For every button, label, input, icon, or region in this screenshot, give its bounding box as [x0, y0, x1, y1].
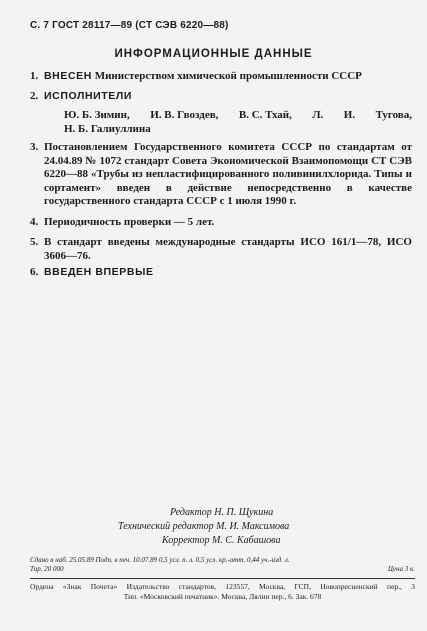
item-lead: ВВЕДЕН ВПЕРВЫЕ [44, 266, 154, 278]
authors-list [64, 109, 412, 136]
item-number: 3. [30, 141, 39, 153]
author-name: Ю. Б. Зимин, [64, 109, 130, 121]
info-item-2 [30, 90, 412, 104]
author-name: В. С. Тхай, [238, 109, 292, 121]
author-name: Н. Б. Галиуллина [64, 122, 151, 135]
publisher-line: Ордена «Знак Почета» Издательство стандартов, 123557, Москва, ГСП, Новопресненский пер., 3 [30, 582, 415, 591]
publisher-footer [30, 582, 415, 602]
print-run: Тир. 20 000 [30, 565, 64, 573]
item-text: Постановлением Государственного комитета СССР по стандартам от 24.04.89 № 1072 стандарт Совета Экономической Взаимопомощи СТ СЭВ 6220—88 «Трубы из непластифицированного поливинилхлорида. Типы и сортамент» введен в действие непосредственно в качестве государственного стандарта СССР с 1 июля 1990 г. [44, 141, 412, 207]
item-number: 6. [30, 266, 39, 278]
print-info [30, 556, 415, 574]
print-info-line1: Сдано в наб. 25.05.89 Подп. в печ. 10.07.89 0,5 усл. п. л. 0,5 усл. кр.-отт. 0,44 уч.-изд. л. [30, 556, 290, 564]
item-lead: ВНЕСЕН [44, 70, 92, 82]
corrector-credit [162, 534, 280, 548]
info-item-4 [30, 216, 412, 230]
tech-editor-credit [118, 520, 289, 534]
author-name: И. В. Гвоздев, [150, 109, 219, 121]
author-name: Тугова, [375, 109, 412, 121]
info-item-6 [30, 266, 412, 280]
item-number: 1. [30, 70, 39, 82]
price: Цена 3 к. [387, 565, 415, 573]
section-title: ИНФОРМАЦИОННЫЕ ДАННЫЕ [114, 48, 313, 60]
divider-line [30, 578, 415, 579]
item-number: 4. [30, 216, 39, 228]
author-name: Л. [312, 109, 324, 121]
item-lead: ИСПОЛНИТЕЛИ [44, 90, 133, 102]
author-name: И. [343, 109, 356, 121]
item-text: Министерством химической промышленности СССР [91, 70, 362, 82]
item-number: 5. [30, 236, 39, 248]
info-item-5 [30, 236, 412, 263]
item-text: В стандарт введены международные стандарты ИСО 161/1—78, ИСО 3606—76. [44, 236, 412, 262]
item-number: 2. [30, 90, 39, 102]
editor-credit [170, 506, 273, 520]
tech-editor-line: Технический редактор М. И. Максимова [118, 521, 290, 532]
info-item-1 [30, 70, 412, 84]
info-item-3 [30, 141, 412, 209]
page-header: С. 7 ГОСТ 28117—89 (СТ СЭВ 6220—88) [30, 20, 229, 31]
corrector-line: Корректор М. С. Кабашова [162, 535, 281, 546]
item-text: Периодичность проверки — 5 лет. [44, 216, 215, 228]
editor-line: Редактор Н. П. Щукина [170, 507, 274, 518]
printer-line: Тип. «Московский печатник». Москва, Лялин пер., 6. Зак. 678 [123, 592, 322, 601]
